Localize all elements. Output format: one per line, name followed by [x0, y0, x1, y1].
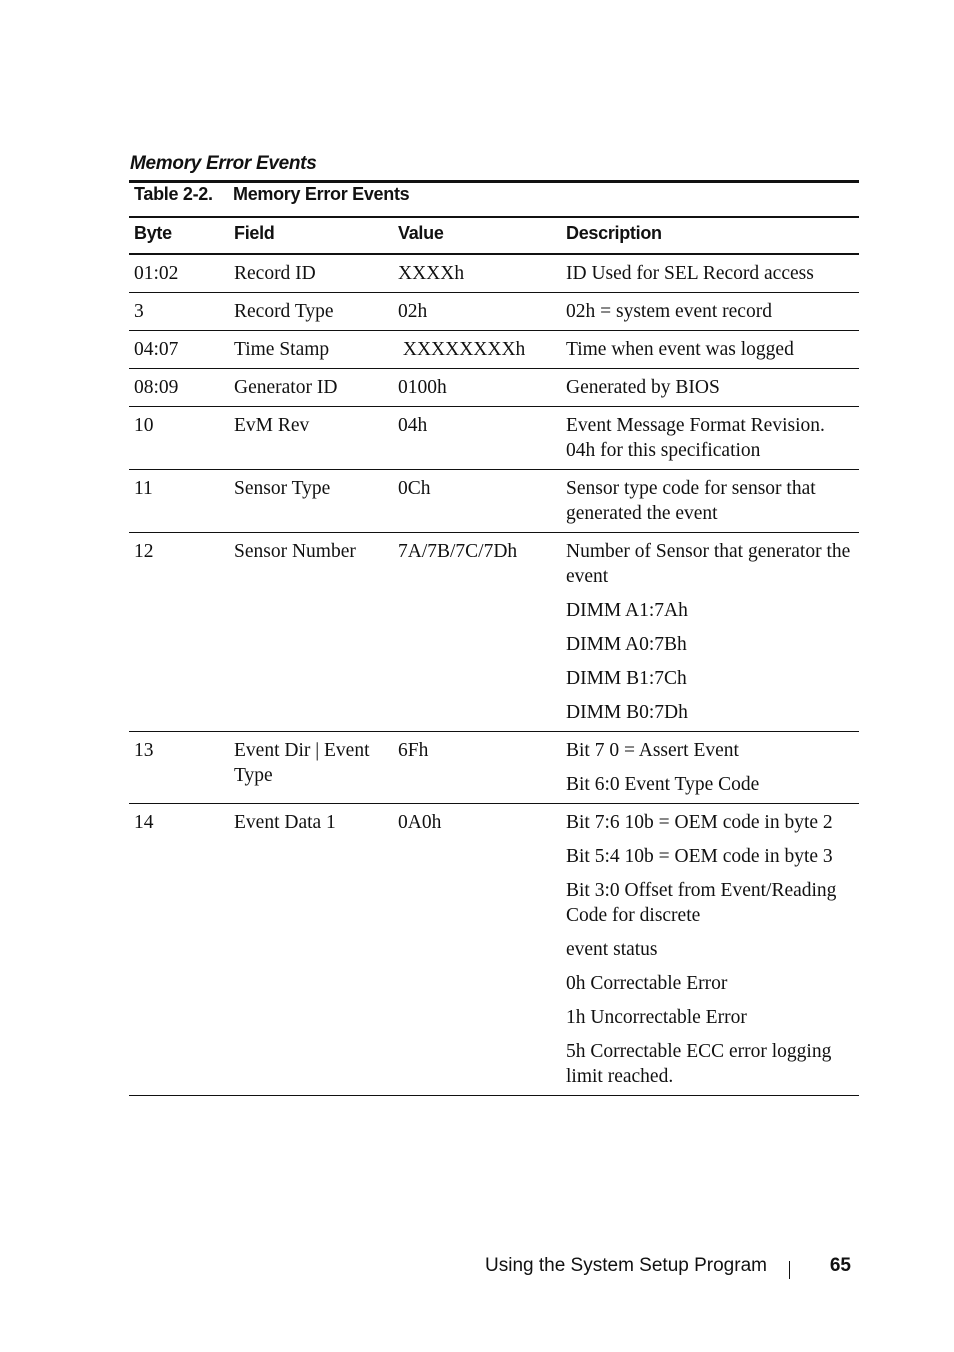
- cell-description: [561, 533, 859, 732]
- cell-value: XXXXXXXXh: [393, 331, 561, 369]
- table-number: Table 2-2.: [134, 184, 213, 204]
- cell-description: [561, 732, 859, 804]
- cell-byte: 14: [129, 804, 229, 1096]
- cell-description: [561, 254, 859, 293]
- cell-value: 7A/7B/7C/7Dh: [393, 533, 561, 732]
- table-body: [129, 254, 859, 1096]
- footer-separator: [789, 1261, 790, 1279]
- cell-field: Sensor Type: [229, 470, 393, 533]
- page-number: 65: [829, 1255, 851, 1276]
- cell-field: Sensor Number: [229, 533, 393, 732]
- cell-value: 0A0h: [393, 804, 561, 1096]
- cell-value: XXXXh: [393, 254, 561, 293]
- table-row: [129, 407, 859, 470]
- description-line: Generated by BIOS: [566, 377, 720, 398]
- cell-byte: 3: [129, 293, 229, 331]
- cell-field: Record ID: [229, 254, 393, 293]
- cell-byte: 13: [129, 732, 229, 804]
- table-row: [129, 293, 859, 331]
- table-header-row: [129, 217, 859, 254]
- cell-byte: 04:07: [129, 331, 229, 369]
- description-line: Event Message Format Revision. 04h for this specification: [566, 415, 825, 461]
- header-value: Value: [393, 217, 561, 254]
- table-row: [129, 254, 859, 293]
- description-line: DIMM B1:7Ch: [566, 668, 687, 689]
- cell-value: 6Fh: [393, 732, 561, 804]
- description-line: Number of Sensor that generator the event: [566, 541, 851, 587]
- caption-rule: [129, 180, 859, 183]
- cell-description: [561, 407, 859, 470]
- cell-value: 0100h: [393, 369, 561, 407]
- memory-error-events-table: [129, 216, 859, 1096]
- cell-value: 0Ch: [393, 470, 561, 533]
- footer-chapter-title: Using the System Setup Program: [485, 1255, 767, 1276]
- description-line: Time when event was logged: [566, 339, 794, 360]
- description-line: Bit 5:4 10b = OEM code in byte 3: [566, 846, 833, 867]
- description-line: ID Used for SEL Record access: [566, 263, 814, 284]
- page-footer: [485, 1255, 855, 1283]
- header-description: Description: [561, 217, 859, 254]
- description-line: DIMM A1:7Ah: [566, 600, 688, 621]
- cell-field: Event Dir | Event Type: [229, 732, 393, 804]
- description-line: 02h = system event record: [566, 301, 772, 322]
- table-row: [129, 369, 859, 407]
- cell-description: [561, 470, 859, 533]
- cell-value: 02h: [393, 293, 561, 331]
- description-line: Bit 6:0 Event Type Code: [566, 774, 760, 795]
- table-name: Memory Error Events: [233, 184, 410, 204]
- table-row: [129, 804, 859, 1096]
- cell-description: [561, 369, 859, 407]
- table-row: [129, 732, 859, 804]
- cell-byte: 10: [129, 407, 229, 470]
- description-line: 5h Correctable ECC error logging limit reached.: [566, 1041, 832, 1087]
- table-row: [129, 331, 859, 369]
- cell-value: 04h: [393, 407, 561, 470]
- cell-description: [561, 293, 859, 331]
- description-line: DIMM A0:7Bh: [566, 634, 687, 655]
- cell-field: EvM Rev: [229, 407, 393, 470]
- description-line: Bit 7:6 10b = OEM code in byte 2: [566, 812, 833, 833]
- cell-byte: 11: [129, 470, 229, 533]
- table-row: [129, 533, 859, 732]
- cell-byte: 12: [129, 533, 229, 732]
- description-line: 1h Uncorrectable Error: [566, 1007, 747, 1028]
- cell-byte: 01:02: [129, 254, 229, 293]
- cell-description: [561, 331, 859, 369]
- cell-field: Record Type: [229, 293, 393, 331]
- description-line: Sensor type code for sensor that generated the event: [566, 478, 816, 524]
- cell-field: Time Stamp: [229, 331, 393, 369]
- description-line: event status: [566, 939, 658, 960]
- cell-byte: 08:09: [129, 369, 229, 407]
- table-caption: [134, 184, 410, 205]
- cell-field: Event Data 1: [229, 804, 393, 1096]
- cell-description: [561, 804, 859, 1096]
- table-row: [129, 470, 859, 533]
- cell-field: Generator ID: [229, 369, 393, 407]
- description-line: 0h Correctable Error: [566, 973, 728, 994]
- description-line: DIMM B0:7Dh: [566, 702, 688, 723]
- header-byte: Byte: [129, 217, 229, 254]
- header-field: Field: [229, 217, 393, 254]
- description-line: Bit 7 0 = Assert Event: [566, 740, 739, 761]
- description-line: Bit 3:0 Offset from Event/Reading Code for discrete: [566, 880, 837, 926]
- section-title: Memory Error Events: [130, 153, 317, 174]
